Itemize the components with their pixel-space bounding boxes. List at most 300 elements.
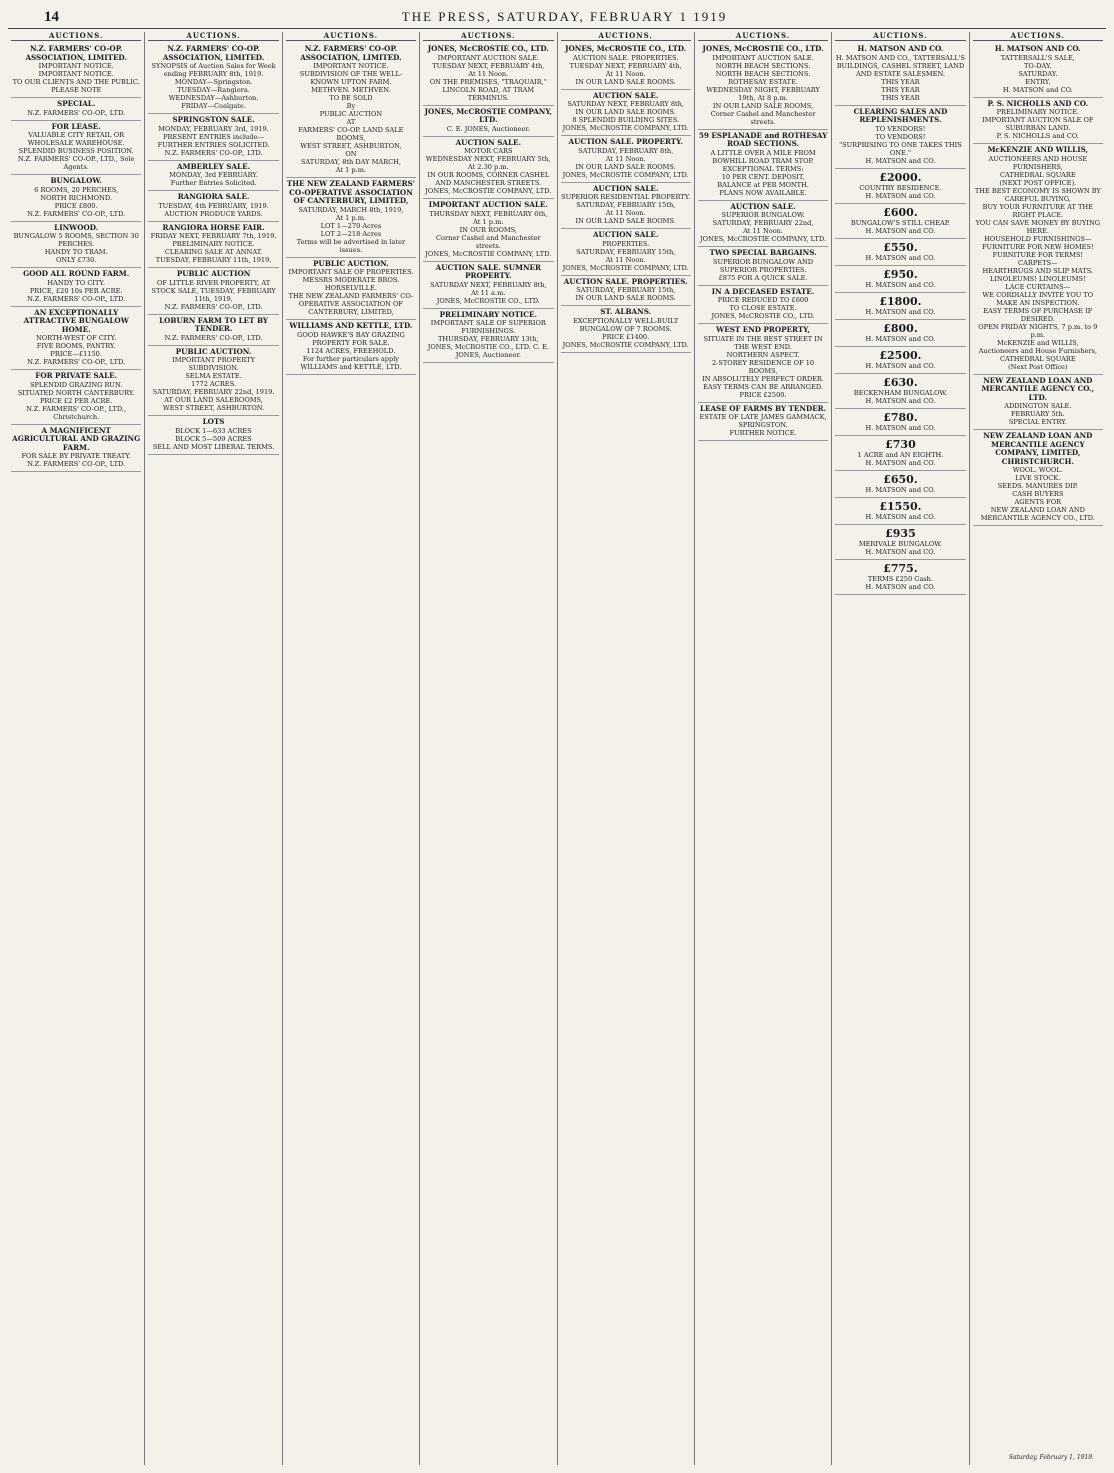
column-header: AUCTIONS. [973, 32, 1103, 41]
ad-line: ON THE PREMISES, "TRAQUAIR," [429, 77, 547, 86]
advertisement [148, 222, 278, 269]
ad-line: P. S. NICHOLLS and CO. [996, 132, 1079, 140]
ad-line: N.Z. FARMERS' CO-OP., LTD. [27, 358, 126, 366]
ad-heading: AUCTION SALE. [592, 183, 659, 193]
ad-heading: AUCTION SALE. [592, 90, 659, 100]
ad-line: MONDAY—Springston. [174, 78, 253, 86]
advertisement [835, 106, 965, 169]
advertisement [423, 199, 553, 262]
ad-heading: WEST END PROPERTY, [716, 325, 810, 334]
ad-line: ROTHESAY ESTATE. [728, 77, 798, 86]
advertisement [561, 276, 691, 307]
advertisement [835, 266, 965, 293]
advertisement [835, 293, 965, 320]
ad-line: FURNITURE FOR TERMS! [992, 250, 1084, 259]
ad-line: ON [345, 150, 357, 158]
ad-line: IN OUR LAND SALE ROOMS. [575, 77, 676, 86]
advertisement [561, 229, 691, 276]
ad-heading: JONES, McCROSTIE CO., LTD. [565, 44, 687, 53]
advertisement [423, 43, 553, 106]
column-header: AUCTIONS. [148, 32, 278, 41]
ad-line: IMPORTANT NOTICE. [313, 62, 389, 70]
ad-line: LIVE STOCK. [1015, 474, 1061, 482]
ad-heading: LOBURN FARM TO LET BY TENDER. [159, 315, 269, 333]
ad-heading: SPECIAL. [57, 99, 96, 108]
ad-line: TUESDAY NEXT, FEBRUARY 4th, [432, 61, 545, 70]
ad-price-heading: £800. [883, 321, 918, 335]
advertisement [286, 43, 416, 178]
ad-line: AUCTION SALE. PROPERTIES. [572, 53, 679, 62]
ad-line: WEST STREET, ASHBURTON. [162, 404, 265, 412]
ad-heading: N.Z. FARMERS' CO-OP. ASSOCIATION, LIMITED. [162, 44, 265, 62]
ad-line: FURNITURE FOR NEW HOMES! [981, 242, 1094, 251]
advertisement [973, 144, 1103, 375]
ad-line: N.Z. FARMERS' CO-OP., LTD. [164, 302, 263, 311]
ad-line: JONES, McCROSTIE COMPANY, LTD. [425, 187, 552, 195]
ad-price-heading: £650. [883, 472, 918, 486]
ad-line: IN OUR LAND SALE ROOMS. [575, 108, 676, 116]
advertisement [973, 98, 1103, 145]
ad-heading: PUBLIC AUCTION. [313, 258, 389, 268]
ad-column [8, 32, 145, 1465]
ad-price-heading: £2000. [879, 170, 922, 184]
advertisement [11, 121, 141, 176]
ad-line: SPLENDID GRAZING RUN. [29, 380, 123, 389]
ad-price-heading: £780. [883, 410, 918, 424]
ad-line: IN OUR LAND SALE ROOMS. [575, 162, 676, 171]
ad-heading: AMBERLEY SALE. [177, 161, 251, 171]
footer-date: Saturday, February 1, 1919. [1008, 1454, 1094, 1461]
ad-heading: N.Z. FARMERS' CO-OP. ASSOCIATION, LIMITED. [25, 44, 127, 62]
ad-heading: NEW ZEALAND LOAN AND MERCANTILE AGENCY CO., LTD. [981, 375, 1095, 402]
ad-line: CLEARING SALE AT ANNAT. [164, 248, 263, 256]
ad-line: IN OUR ROOMS, [459, 225, 518, 234]
ad-line: H. MATSON and CO. [865, 582, 936, 591]
ad-line: At 11 Noon. [605, 69, 646, 78]
page-number: 14 [44, 8, 59, 25]
advertisement [835, 169, 965, 204]
ad-heading: 59 ESPLANADE and ROTHESAY ROAD SECTIONS. [698, 130, 828, 148]
ad-line: TUESDAY—Rangiora. [177, 86, 250, 94]
advertisement [561, 136, 691, 183]
ad-line: EXCEPTIONAL TERMS: [722, 164, 804, 173]
ad-line: NORTH BEACH SECTIONS. [715, 61, 811, 70]
ad-line: FURTHER NOTICE. [729, 429, 797, 437]
advertisement [286, 178, 416, 258]
ad-line: SUBDIVISION OF THE WELL-KNOWN UPTON FARM. [299, 70, 403, 86]
ad-line: ADDINGTON SALE. [1004, 402, 1072, 410]
ad-heading: JONES, McCROSTIE COMPANY, LTD. [424, 106, 553, 124]
ad-heading: SPRINGSTON SALE. [172, 115, 255, 124]
advertisement [148, 315, 278, 346]
ad-line: SITUATED NORTH CANTERBURY. [17, 388, 135, 397]
ad-line: At 11 Noon. [605, 255, 646, 264]
ad-line: At 11 Noon. [605, 154, 646, 163]
ad-line: N.Z. FARMERS' CO-OP., LTD., Christchurch. [26, 404, 127, 421]
ad-line: BLOCK 5—509 ACRES [175, 434, 252, 443]
ad-line: HORSELVILLE. [324, 284, 377, 292]
ad-line: H. MATSON and CO. [865, 458, 936, 467]
advertisement [148, 43, 278, 114]
ad-line: PRICE £800. [54, 201, 98, 210]
ad-line: By [346, 102, 356, 110]
ad-heading: McKENZIE AND WILLIS, [987, 145, 1089, 154]
ad-line: THE BEST ECONOMY IS SHOWN BY CAREFUL BUYING. [974, 186, 1101, 203]
column-header: AUCTIONS. [561, 32, 691, 41]
column-header: AUCTIONS. [698, 32, 828, 41]
advertisement [835, 525, 965, 560]
ad-line: At 11 a.m. [471, 288, 506, 297]
ad-line: PRICE £2 PER ACRE. [39, 396, 113, 405]
ad-line: TO VENDORS! [875, 124, 926, 133]
ad-line: H. MATSON and CO. [865, 334, 936, 343]
ad-line: PRICE £1400. [602, 332, 650, 341]
ad-line: EASY TERMS CAN BE ARRANGED. [703, 382, 824, 391]
ad-heading: GOOD ALL ROUND FARM. [23, 269, 130, 278]
ad-line: At 11 Noon. [468, 69, 509, 78]
ad-heading: CLEARING SALES AND REPLENISHMENTS. [853, 106, 948, 124]
advertisement [835, 498, 965, 525]
ad-line: C. E. JONES, Auctioneer. [446, 124, 530, 133]
ad-line: JONES, McCROSTIE COMPANY, LTD. [562, 263, 689, 272]
advertisement [148, 346, 278, 417]
ad-line: H. MATSON and CO. [865, 547, 936, 556]
ad-line: JONES, McCROSTIE COMPANY, LTD. [562, 124, 689, 132]
advertisement [11, 175, 141, 222]
advertisement [698, 201, 828, 248]
ad-line: H. MATSON and CO. [865, 485, 936, 494]
ad-line: At 11 Noon. [605, 209, 646, 217]
ad-line: IMPORTANT PROPERTY SUBDIVISION. [172, 356, 255, 372]
ad-line: H. MATSON and CO. [865, 361, 936, 370]
ad-line: SITUATE IN THE BEST STREET IN THE WEST END. [703, 334, 823, 351]
ad-line: JONES, McCROSTIE COMPANY, LTD. [425, 249, 552, 258]
auction-columns [8, 32, 1106, 1465]
ad-line: 1772 ACRES. [191, 380, 236, 388]
advertisement [286, 320, 416, 375]
ad-heading: H. MATSON AND CO. [857, 44, 944, 53]
ad-line: PRICE REDUCED TO £600 [717, 296, 809, 304]
ad-line: 8 SPLENDID BUILDING SITES. [572, 116, 679, 124]
advertisement [148, 268, 278, 315]
ad-line: "SURPRISING TO ONE TAKES THIS ONE." [839, 140, 962, 157]
ad-line: HOUSEHOLD FURNISHINGS— [984, 234, 1092, 243]
ad-line: EXCEPTIONALLY WELL-BUILT BUNGALOW OF 7 ROOMS. [573, 316, 679, 333]
ad-line: SUPERIOR BUNGALOW. [721, 211, 805, 219]
ad-line: SATURDAY, FEBRUARY 22nd, 1919. [152, 388, 275, 396]
ad-line: NORTH RICHMOND. [40, 193, 113, 202]
ad-column [832, 32, 969, 1465]
ad-line: YOU CAN SAVE MONEY BY BUYING HERE. [975, 218, 1101, 235]
ad-line: (Next Post Office) [1008, 362, 1068, 371]
ad-line: FOR SALE BY PRIVATE TREATY. [21, 452, 131, 460]
ad-line: AUCTION PRODUCE YARDS. [164, 209, 263, 218]
advertisement [148, 191, 278, 222]
advertisement [423, 137, 553, 200]
ad-line: SPECIAL ENTRY. [1008, 418, 1067, 426]
advertisement [423, 106, 553, 137]
ad-line: IMPORTANT NOTICE. [38, 70, 114, 78]
ad-line: PUBLIC AUCTION [319, 110, 383, 118]
advertisement [698, 403, 828, 442]
advertisement [973, 375, 1103, 431]
ad-line: 1 ACRE and AN EIGHTH. [857, 450, 944, 459]
ad-price-heading: £1800. [879, 294, 922, 308]
advertisement [11, 268, 141, 307]
ad-heading: A MAGNIFICENT AGRICULTURAL AND GRAZING FARM. [12, 425, 141, 452]
ad-line: At 1 p.m. [473, 217, 504, 226]
ad-line: 10 PER CENT. DEPOSIT, [721, 172, 805, 181]
ad-line: ENTRY. [1025, 77, 1051, 86]
ad-heading: AUCTION SALE. PROPERTY. [568, 137, 683, 146]
ad-line: JONES, McCROSTIE COMPANY, LTD. [700, 235, 827, 243]
advertisement [561, 183, 691, 230]
advertisement [698, 43, 828, 130]
ad-line: PROPERTIES. [602, 239, 650, 248]
ad-line: SATURDAY NEXT, FEBRUARY 8th, [429, 280, 547, 289]
ad-line: EASY TERMS OF PURCHASE IF DESIRED. [983, 306, 1093, 323]
ad-line: TO BE SOLD [329, 94, 373, 102]
advertisement [835, 320, 965, 347]
ad-heading: AN EXCEPTIONALLY ATTRACTIVE BUNGALOW HOME. [23, 307, 129, 334]
ad-column [283, 32, 420, 1465]
ad-line: VALUABLE CITY RETAIL OR WHOLESALE WAREHOUSE. [27, 131, 125, 147]
ad-heading: FOR PRIVATE SALE. [35, 371, 118, 380]
column-header: AUCTIONS. [286, 32, 416, 41]
column-header: AUCTIONS. [11, 32, 141, 41]
ad-price-heading: £600. [883, 205, 918, 219]
advertisement [835, 471, 965, 498]
ad-line: FEBRUARY 5th. [1010, 410, 1065, 418]
ad-line: THIS YEAR [881, 93, 920, 102]
advertisement [835, 347, 965, 374]
ad-line: IN OUR ROOMS, CORNER CASHEL AND MANCHESTER STREETS. [427, 171, 550, 187]
ad-column [558, 32, 695, 1465]
ad-line: At 1 p.m. [335, 213, 367, 222]
ad-line: BUNGALOW'S STILL CHEAP. [850, 218, 950, 227]
ad-line: THIS YEAR [881, 77, 920, 86]
ad-heading: FOR LEASE. [51, 121, 101, 131]
ad-line: NORTH BEACH SECTIONS. [715, 69, 811, 78]
ad-line: SATURDAY. [1018, 69, 1058, 78]
ad-line: H. MATSON and CO. [1002, 85, 1073, 94]
ad-line: BECKENHAM BUNGALOW. [853, 388, 948, 397]
advertisement [11, 425, 141, 473]
column-header: AUCTIONS. [835, 32, 965, 41]
ad-line: SATURDAY, 8th DAY MARCH, [300, 158, 401, 166]
ad-line: FURTHER ENTRIES SOLICITED. [157, 140, 270, 149]
ad-line: JONES, McCROSTIE COMPANY, LTD. [562, 340, 689, 349]
ad-line: IMPORTANT AUCTION SALE. [437, 53, 539, 62]
ad-line: MESSRS MODERATE BROS. [302, 276, 400, 284]
ad-heading: PUBLIC AUCTION. [175, 346, 252, 356]
ad-line: PRESENT ENTRIES include— [163, 132, 265, 141]
ad-line: Terms will be advertised in later issues. [296, 237, 406, 254]
ad-heading: NEW ZEALAND LOAN AND MERCANTILE AGENCY COMPANY, LIMITED, CHRISTCHURCH. [983, 431, 1093, 466]
ad-line: MONDAY, FEBRUARY 3rd, 1919. [158, 124, 269, 133]
ad-line: 2-STOREY RESIDENCE OF 10 ROOMS, [711, 358, 815, 375]
ad-line: TUESDAY, FEBRUARY 11th, 1919. [155, 256, 272, 264]
ad-line: N.Z. FARMERS' CO-OP., LTD. [27, 209, 126, 218]
ad-line: CATHEDRAL SQUARE [999, 170, 1076, 179]
ad-line: IN OUR LAND SALE ROOMS. [575, 294, 676, 302]
ad-line: H. MATSON and CO. [865, 423, 936, 432]
ad-line: BUNGALOW 5 ROOMS, SECTION 30 PERCHES. [13, 232, 139, 248]
ad-price-heading: £550. [883, 240, 918, 254]
ad-heading: RANGIORA SALE. [177, 192, 250, 201]
ad-line: AT OUR LAND SALEROOMS, [164, 396, 263, 404]
ad-line: FIVE ROOMS, PANTRY. [36, 342, 116, 350]
ad-line: WILLIAMS and KETTLE, LTD. [300, 362, 402, 371]
advertisement [835, 43, 965, 106]
ad-line: LOT 1—270 Acres [320, 221, 382, 230]
ad-line: OF LITTLE RIVER PROPERTY, AT STOCK SALE, TUESDAY, FEBRUARY 11th, 1919. [151, 278, 276, 303]
advertisement [698, 130, 828, 201]
ad-line: H. MATSON and CO. [865, 280, 936, 289]
ad-heading: AUCTION SALE. SUMNER PROPERTY. [435, 262, 541, 280]
ad-line: OPEN FRIDAY NIGHTS, 7 p.m. to 9 p.m. [978, 322, 1098, 339]
advertisement [835, 409, 965, 436]
ad-price-heading: £775. [883, 561, 918, 575]
ad-line: BALANCE at PER MONTH. [717, 180, 809, 189]
ad-line: IN OUR LAND SALE ROOMS, [712, 101, 814, 110]
ad-heading: JONES, McCROSTIE CO., LTD. [702, 44, 824, 53]
masthead [8, 6, 1106, 29]
ad-line: Corner Cashel and Manchester streets. [710, 109, 816, 126]
running-title: THE PRESS, SATURDAY, FEBRUARY 1 1919 [401, 9, 728, 24]
ad-line: CATHEDRAL SQUARE [999, 354, 1076, 363]
advertisement [698, 247, 828, 286]
ad-line: BUY YOUR FURNITURE AT THE RIGHT PLACE. [982, 202, 1093, 219]
ad-line: At 11 Noon. [743, 227, 784, 235]
ad-price-heading: £950. [883, 267, 918, 281]
ad-line: IMPORTANT NOTICE. [38, 62, 114, 70]
ad-line: H. MATSON and CO. [865, 253, 936, 262]
ad-line: LOT 2—218 Acres [320, 229, 382, 238]
ad-line: N.Z. FARMERS' CO-OP., LTD. [164, 333, 263, 342]
advertisement [561, 306, 691, 353]
advertisement [148, 114, 278, 161]
ad-heading: IN A DECEASED ESTATE. [711, 286, 815, 296]
ad-line: JONES, McCROSTIE CO., LTD. [711, 312, 815, 320]
ad-price-heading: £2500. [879, 348, 922, 362]
ad-line: LACE CURTAINS— [1005, 282, 1071, 291]
ad-line: LINCOLN ROAD, AT TRAM TERMINUS. [442, 85, 535, 102]
ad-line: TO OUR CLIENTS AND THE PUBLIC. [12, 78, 140, 86]
ad-price-heading: £730 [885, 437, 916, 451]
ad-line: PRICE—£1150. [50, 350, 102, 358]
advertisement [835, 204, 965, 239]
ad-heading: WILLIAMS AND KETTLE, LTD. [289, 321, 413, 330]
advertisement [423, 262, 553, 309]
ad-heading: LINWOOD. [54, 222, 99, 232]
ad-line: SATURDAY, FEBRUARY 15th, [576, 247, 676, 256]
ad-line: WEDNESDAY NEXT, FEBRUARY 5th, [425, 155, 551, 163]
ad-line: SATURDAY, FEBRUARY 15th, [576, 201, 676, 209]
ad-heading: H. MATSON AND CO. [994, 44, 1081, 53]
ad-line: ESTATE OF LATE JAMES GAMMACK, SPRINGSTON. [699, 413, 827, 429]
ad-line: NEW ZEALAND LOAN AND MERCANTILE AGENCY CO., LTD. [980, 506, 1095, 522]
ad-column [970, 32, 1106, 1465]
ad-heading: JONES, McCROSTIE CO., LTD. [427, 44, 549, 53]
ad-line: THE NEW ZEALAND FARMERS' CO-OPERATIVE ASSOCIATION OF CANTERBURY, LIMITED, [288, 292, 414, 316]
ad-line: N.Z. FARMERS' CO-OP., LTD. [27, 460, 126, 468]
ad-column [420, 32, 557, 1465]
ad-line: 1124 ACRES, FREEHOLD. [306, 346, 396, 355]
ad-line: TO VENDORS! [875, 132, 926, 141]
ad-line: At 2.30 p.m. [467, 163, 509, 171]
ad-line: HANDY TO CITY. [47, 278, 105, 287]
ad-line: ONLY £730. [55, 256, 97, 264]
advertisement [11, 222, 141, 269]
ad-line: AGENTS FOR [1014, 498, 1062, 506]
ad-line: TUESDAY, 4th FEBRUARY, 1919. [158, 201, 269, 210]
advertisement [148, 416, 278, 455]
ad-line: NORTHERN ASPECT. [726, 350, 800, 359]
ad-line: At 1 p.m. [335, 166, 367, 174]
ad-line: N.Z. FARMERS' CO-OP., LTD., Sole Agents. [17, 155, 135, 171]
ad-line: FRIDAY—Coalgate. [181, 102, 246, 110]
ad-line: MONDAY, 3rd FEBRUARY. [169, 171, 258, 179]
ad-line: TO-DAY. [1023, 61, 1052, 70]
ad-heading: RANGIORA HORSE FAIR. [162, 222, 265, 232]
advertisement [286, 258, 416, 321]
ad-line: METHVEN. METHVEN. [311, 86, 391, 94]
ad-line: THIS YEAR [881, 85, 920, 94]
ad-price-heading: £935 [885, 526, 916, 540]
ad-line: McKENZIE and WILLIS, [996, 338, 1079, 347]
ad-line: SEEDS. MANURES DIP. [997, 482, 1078, 490]
ad-line: JONES, McCROSTIE CO., LTD. C. E. JONES, Auctioneer. [427, 343, 549, 359]
ad-line: IMPORTANT SALE OF PROPERTIES. [288, 268, 414, 276]
ad-line: HANDY TO TRAM. [44, 248, 108, 256]
ad-line: SATURDAY, MARCH 8th, 1919, [298, 205, 404, 214]
ad-line: SELMA ESTATE. [185, 372, 242, 380]
ad-line: JONES, McCROSTIE CO., LTD. [436, 296, 540, 305]
ad-line: SATURDAY, FEBRUARY 15th, [576, 286, 676, 294]
advertisement [698, 286, 828, 325]
ad-heading: THE NEW ZEALAND FARMERS' CO-OPERATIVE ASSOCIATION OF CANTERBURY, LIMITED, [286, 179, 415, 205]
advertisement [11, 307, 141, 371]
ad-heading: IMPORTANT AUCTION SALE. [428, 200, 548, 209]
ad-line: WE CORDIALLY INVITE YOU TO MAKE AN INSPECTION. [982, 290, 1094, 307]
ad-line: COUNTRY RESIDENCE. [859, 183, 942, 192]
ad-line: FRIDAY NEXT, FEBRUARY 7th, 1919. [150, 232, 277, 240]
ad-line: H. MATSON and CO. [865, 396, 936, 405]
advertisement [973, 430, 1103, 526]
ad-heading: P. S. NICHOLLS AND CO. [987, 98, 1089, 108]
ad-heading: LOTS [202, 417, 225, 426]
ad-heading: AUCTION SALE. [592, 230, 659, 239]
ad-heading: TWO SPECIAL BARGAINS. [709, 248, 817, 257]
ad-line: TATTERSALL'S SALE, [1000, 53, 1075, 62]
advertisement [148, 161, 278, 192]
ad-line: PLANS NOW AVAILABLE. [719, 188, 807, 197]
ad-heading: AUCTION SALE. [730, 201, 796, 211]
ad-line: H. MATSON AND CO., TATTERSALL'S BUILDINGS, CASHEL STREET, LAND AND ESTATE SALESMEN. [835, 53, 965, 78]
ad-line: TUESDAY NEXT, FEBRUARY 4th, [569, 61, 682, 70]
ad-price-heading: £630. [883, 375, 918, 389]
ad-line: SUPERIOR RESIDENTIAL PROPERTY. [561, 193, 691, 201]
ad-line: Auctioneers and House Furnishers, [978, 346, 1098, 355]
advertisement [835, 560, 965, 595]
ad-line: IMPORTANT AUCTION SALE. [712, 53, 814, 62]
ad-line: H. MATSON and CO. [865, 307, 936, 316]
ad-line: H. MATSON and CO. [865, 512, 936, 521]
ad-line: CARPETS— [1018, 258, 1058, 267]
advertisement [561, 43, 691, 90]
ad-line: MOTOR CARS [464, 147, 513, 155]
